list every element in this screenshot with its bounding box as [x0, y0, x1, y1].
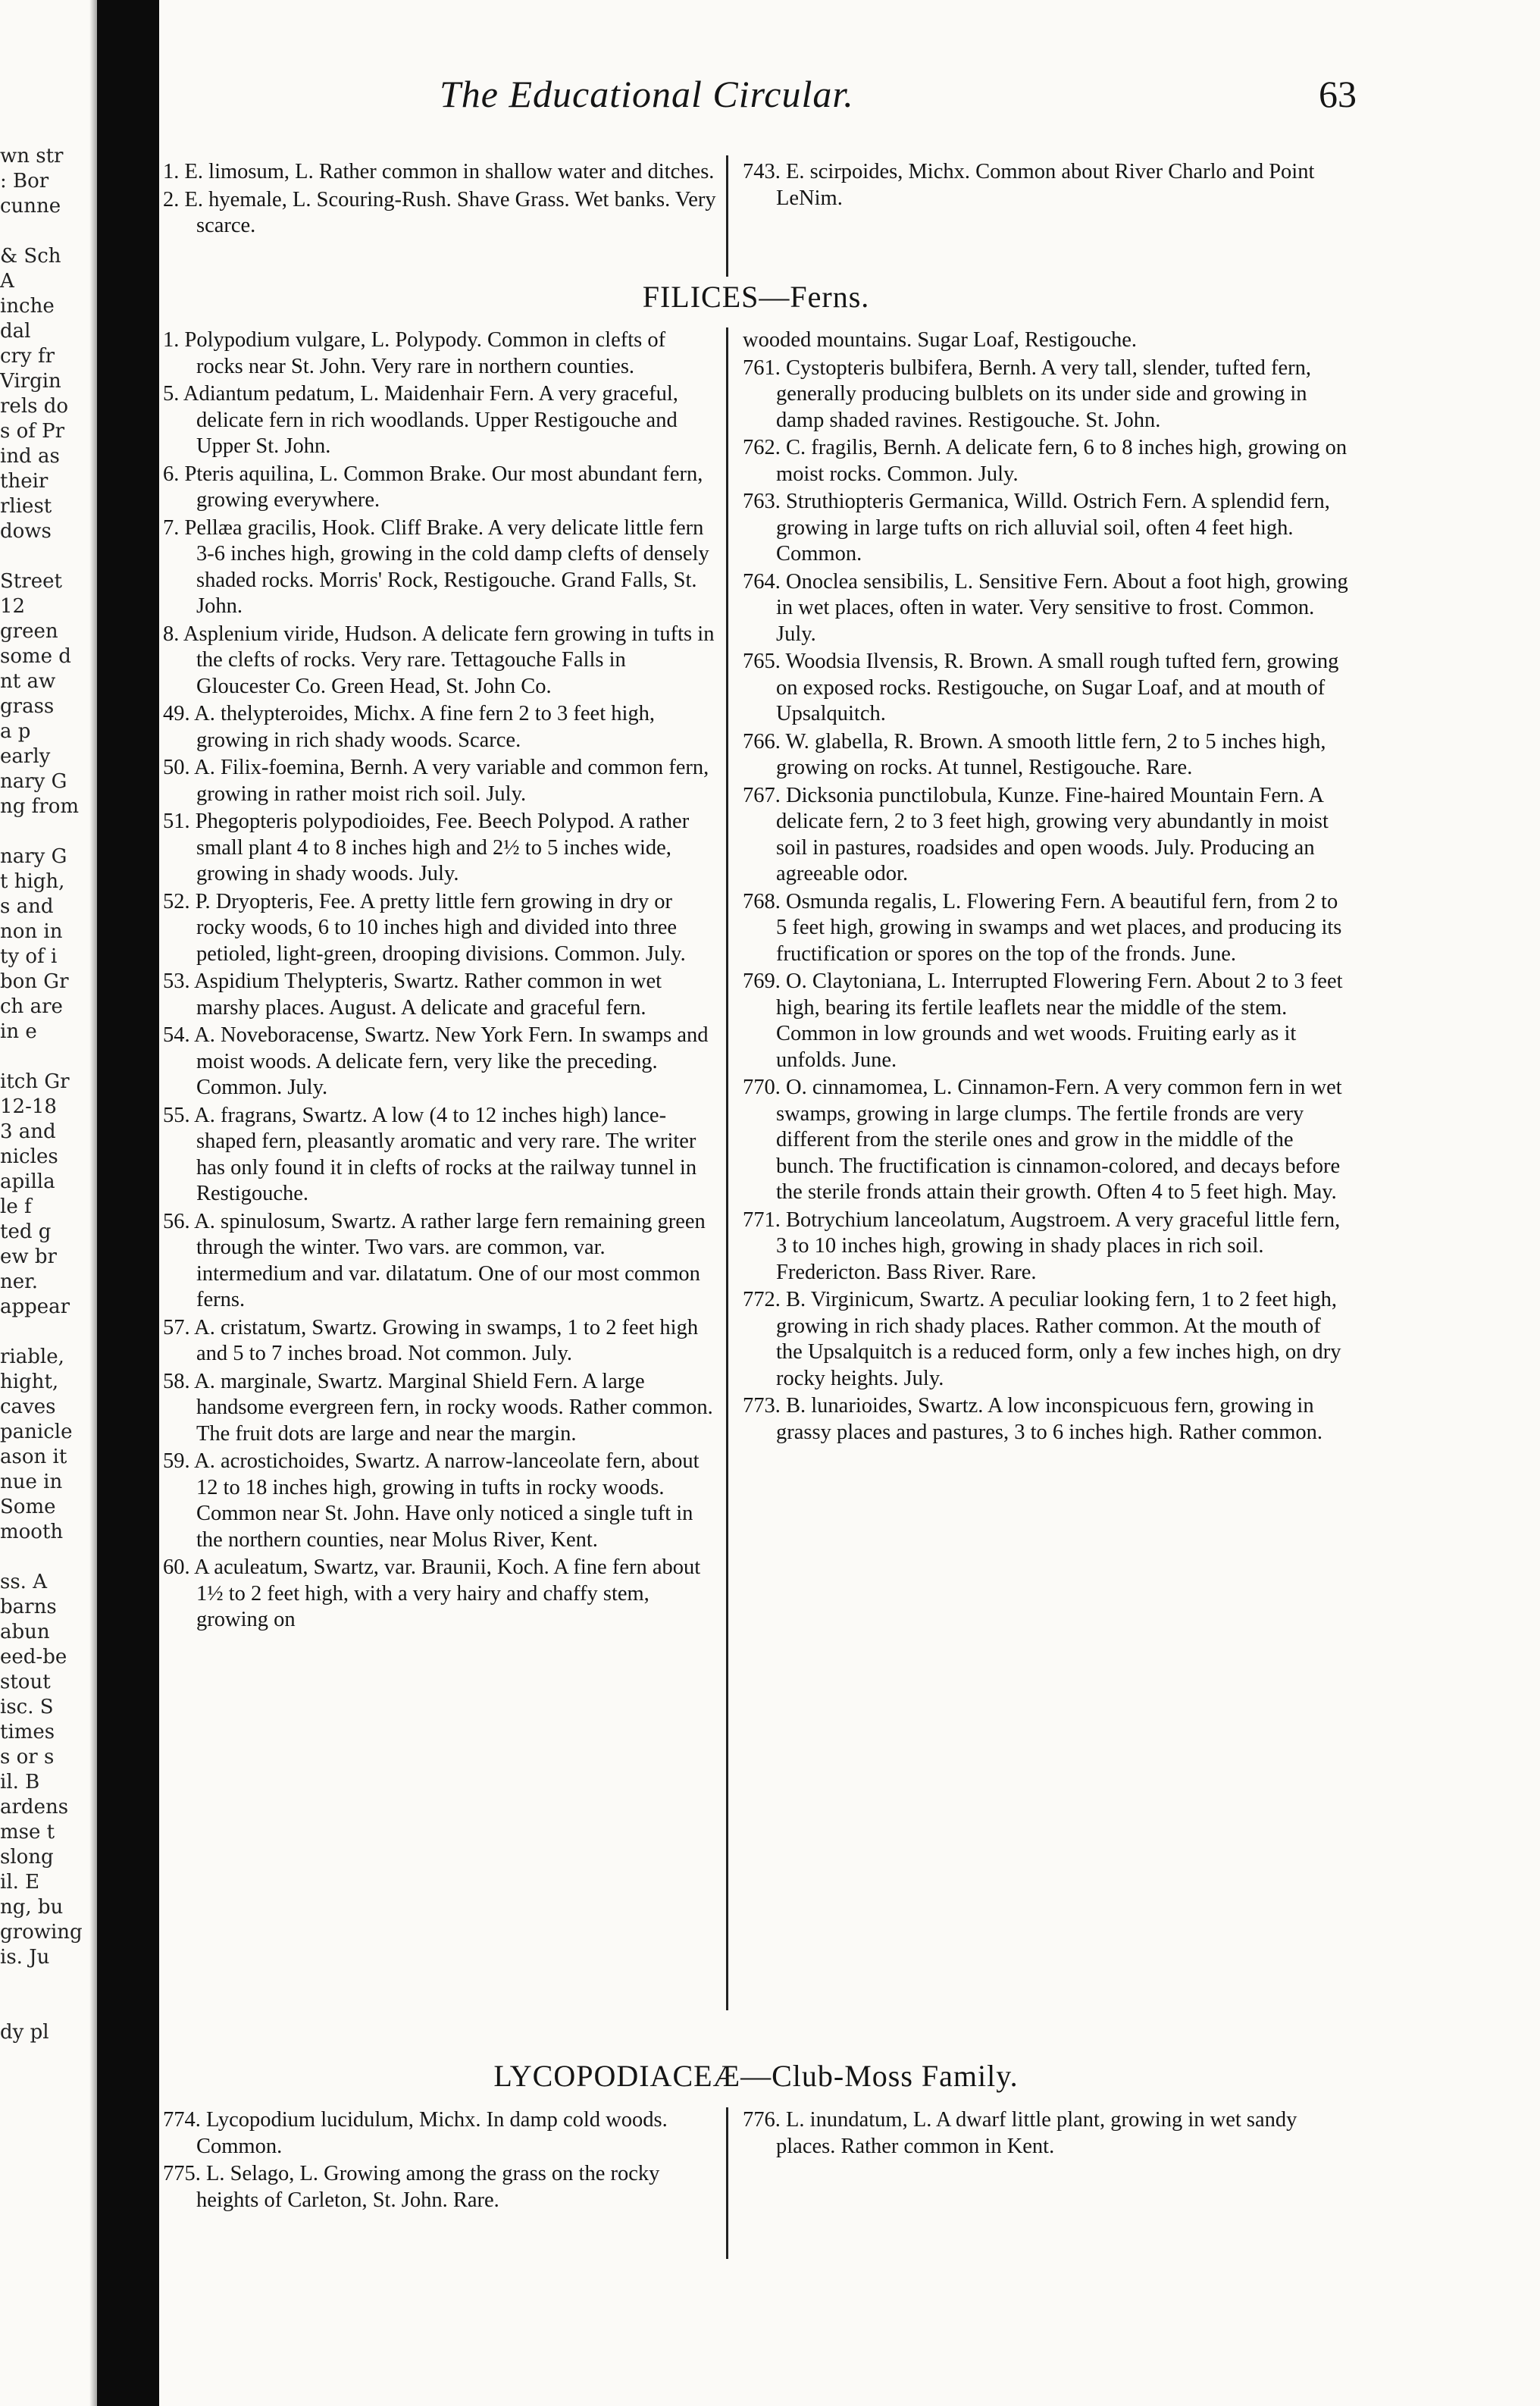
species-entry: 775. L. Selago, L. Growing among the grass on the rocky heights of Carleton, St. John. Rare. [163, 2162, 660, 2212]
gutter-fragment: nary G [0, 845, 67, 868]
gutter-fragment: nt aw [0, 670, 56, 693]
gutter-fragment: is. Ju [0, 1946, 50, 1969]
gutter-fragment: appear [0, 1295, 70, 1318]
species-entry: 50. A. Filix-foemina, Bernh. A very variable and common fern, growing in rather moist rich soil. July. [163, 756, 709, 806]
gutter-fragment: bon Gr [0, 970, 69, 993]
gutter-fragment: eed-be [0, 1646, 67, 1668]
gutter-fragment: cry fr [0, 345, 55, 368]
species-entry: 772. B. Virginicum, Swartz. A peculiar looking fern, 1 to 2 feet high, growing in rich shady places. Rather common. At the mouth of the Upsalquitch is a reduced form, only a few inches high, on dry rocky heights. July. [743, 1288, 1341, 1390]
gutter-fragment: ty of i [0, 945, 58, 968]
lycopodiaceae-right-column [743, 2107, 1349, 2161]
gutter-fragment: 12 [0, 595, 26, 618]
gutter-fragment: barns [0, 1596, 57, 1618]
gutter-fragment: in e [0, 1020, 37, 1043]
gutter-fragment: panicle [0, 1421, 73, 1443]
species-entry: 769. O. Claytoniana, L. Interrupted Flowering Fern. About 2 to 3 feet high, bearing its fertile leaflets near the middle of the stem. Common in low grounds and wet woods. Fruiting early as it unfolds. June. [743, 970, 1343, 1072]
gutter-fragment: ardens [0, 1796, 69, 1819]
gutter-fragment: early [0, 745, 51, 768]
column-rule [726, 2107, 728, 2259]
lycopodiaceae-left-column [163, 2107, 716, 2215]
gutter-fragment: nue in [0, 1471, 63, 1493]
column-rule [726, 155, 728, 277]
species-entry: 766. W. glabella, R. Brown. A smooth little fern, 2 to 5 inches high, growing on rocks. At tunnel, Restigouche. Rare. [743, 729, 1326, 779]
gutter-fragment: caves [0, 1396, 56, 1418]
lycopodiaceae-section-title: LYCOPODIACEÆ—Club-Moss Family. [493, 2059, 1019, 2093]
species-entry: 56. A. spinulosum, Swartz. A rather large fern remaining green through the winter. Two vars. are common, var. intermedium and var. dilatatum. One of our most common ferns. [163, 1209, 706, 1311]
gutter-fragment: ng, bu [0, 1896, 64, 1919]
species-entry: 770. O. cinnamomea, L. Cinnamon-Fern. A very common fern in wet swamps, growing in large clumps. The fertile fronds are very different from the sterile ones and grow in the middle of the bunch. The fructification is cinnamon-colored, and decays before the sterile fronds attain their growth. Often 4 to 5 feet high. May. [743, 1076, 1342, 1204]
species-entry: 57. A. cristatum, Swartz. Growing in swamps, 1 to 2 feet high and 5 to 7 inches broad. Not common. July. [163, 1315, 699, 1365]
species-entry: 55. A. fragrans, Swartz. A low (4 to 12 inches high) lance-shaped fern, pleasantly aromatic and very rare. The writer has only found it in clefts of rocks at the railway tunnel in Restigouche. [163, 1103, 697, 1205]
gutter-fragment: cunne [0, 195, 61, 218]
page-header [152, 72, 1357, 125]
species-entry: 767. Dicksonia punctilobula, Kunze. Fine-haired Mountain Fern. A delicate fern, 2 to 3 feet high, growing very abundantly in moist soil in pastures, roadsides and open woods. July. Producing an agreeable odor. [743, 783, 1329, 885]
species-entry: 7. Pellæa gracilis, Hook. Cliff Brake. A very delicate little fern 3-6 inches high, growing in the cold damp clefts of densely shaded rocks. Morris' Rock, Restigouche. Grand Falls, St. John. [163, 515, 709, 618]
gutter-fragment: their [0, 470, 49, 493]
gutter-fragment: ason it [0, 1446, 67, 1468]
gutter-fragment: nicles [0, 1145, 58, 1168]
species-entry: 6. Pteris aquilina, L. Common Brake. Our most abundant fern, growing everywhere. [163, 462, 703, 512]
species-entry: 59. A. acrostichoides, Swartz. A narrow-lanceolate fern, about 12 to 18 inches high, growing in tufts in rocky woods. Common near St. John. Have only noticed a single tuft in the northern counties, near Molus River, Kent. [163, 1449, 700, 1552]
gutter-fragment: inche [0, 295, 55, 318]
gutter-fragment: dows [0, 520, 52, 543]
species-entry: 51. Phegopteris polypodioides, Fee. Beech Polypod. A rather small plant 4 to 8 inches high and 2½ to 5 inches wide, growing in shady woods. July. [163, 810, 690, 885]
species-entry: 52. P. Dryopteris, Fee. A pretty little fern growing in dry or rocky woods, 6 to 10 inches high and divided into three petioled, light-green, drooping divisions. Common. July. [163, 889, 686, 966]
species-entry: 1. E. limosum, L. Rather common in shallow water and ditches. [163, 160, 715, 183]
species-entry: 1. Polypodium vulgare, L. Polypody. Common in clefts of rocks near St. John. Very rare in northern counties. [163, 328, 666, 378]
species-entry: 762. C. fragilis, Bernh. A delicate fern, 6 to 8 inches high, growing on moist rocks. Common. July. [743, 436, 1348, 486]
filices-right-column [743, 327, 1349, 1447]
species-entry: 5. Adiantum pedatum, L. Maidenhair Fern. A very graceful, delicate fern in rich woodlands. Upper Restigouche and Upper St. John. [163, 382, 678, 458]
species-entry: 773. B. lunarioides, Swartz. A low inconspicuous fern, growing in grassy places and pastures, 3 to 6 inches high. Rather common. [743, 1394, 1323, 1444]
gutter-fragment: : Bor [0, 170, 49, 193]
species-entry: 8. Asplenium viride, Hudson. A delicate fern growing in tufts in the clefts of rocks. Very rare. Tettagouche Falls in Gloucester Co. Green Head, St. John Co. [163, 622, 715, 698]
gutter-fragment: times [0, 1721, 55, 1743]
gutter-fragment: ted g [0, 1220, 52, 1243]
gutter-fragment: A [0, 270, 14, 293]
species-entry: 774. Lycopodium lucidulum, Michx. In damp cold woods. Common. [163, 2108, 668, 2158]
gutter-fragment: ew br [0, 1245, 57, 1268]
column-rule [726, 327, 728, 2010]
gutter-fragment: 3 and [0, 1120, 56, 1143]
gutter-fragment: 12-18 [0, 1095, 57, 1118]
gutter-fragment: Street [0, 570, 62, 593]
gutter-fragment: a p [0, 720, 31, 743]
gutter-fragment: non in [0, 920, 63, 943]
gutter-fragment: abun [0, 1621, 50, 1643]
species-entry: 776. L. inundatum, L. A dwarf little plant, growing in wet sandy places. Rather common in Kent. [743, 2108, 1297, 2158]
gutter-fragment: ss. A [0, 1571, 47, 1593]
gutter-fragment: il. B [0, 1771, 40, 1794]
filices-left-column [163, 327, 716, 1635]
gutter-fragment: grass [0, 695, 55, 718]
gutter-fragment: t high, [0, 870, 65, 893]
gutter-fragment: growing [0, 1921, 83, 1944]
species-entry: 54. A. Noveboracense, Swartz. New York Fern. In swamps and moist woods. A delicate fern, very like the preceding. Common. July. [163, 1023, 709, 1099]
gutter-fragment: hight, [0, 1371, 59, 1393]
binding-bar [97, 0, 159, 2406]
gutter-fragment: some d [0, 645, 71, 668]
filices-section-title: FILICES—Ferns. [642, 280, 870, 314]
species-entry: 763. Struthiopteris Germanica, Willd. Ostrich Fern. A splendid fern, growing in large tufts on rich alluvial soil, often 4 feet high. Common. [743, 490, 1330, 565]
gutter-fragment: rliest [0, 495, 52, 518]
gutter-fragment: s of Pr [0, 420, 65, 443]
gutter-fragment: le f [0, 1195, 32, 1218]
species-entry: 58. A. marginale, Swartz. Marginal Shield Fern. A large handsome evergreen fern, in rocky woods. Rather common. The fruit dots are large and near the margin. [163, 1369, 713, 1446]
running-title: The Educational Circular. [440, 73, 854, 115]
gutter-fragment: dal [0, 320, 31, 343]
gutter-fragment: wn str [0, 145, 64, 168]
gutter-fragment: il. E [0, 1871, 40, 1894]
top-left-column [163, 159, 716, 241]
gutter-fragment: Virgin [0, 370, 61, 393]
gutter-fragment: stout [0, 1671, 51, 1693]
species-entry: 764. Onoclea sensibilis, L. Sensitive Fern. About a foot high, growing in wet places, often in water. Very sensitive to frost. Common. July. [743, 569, 1348, 646]
species-entry: 49. A. thelypteroides, Michx. A fine fern 2 to 3 feet high, growing in rich shady woods. Scarce. [163, 702, 656, 752]
gutter-fragment: ner. [0, 1270, 38, 1293]
species-entry: 2. E. hyemale, L. Scouring-Rush. Shave Grass. Wet banks. Very scarce. [163, 187, 716, 237]
species-entry: 765. Woodsia Ilvensis, R. Brown. A small rough tufted fern, growing on exposed rocks. Restigouche, on Sugar Loaf, and at mouth of Upsalquitch. [743, 650, 1339, 725]
gutter-fragment: mooth [0, 1521, 64, 1543]
species-entry: 761. Cystopteris bulbifera, Bernh. A very tall, slender, tufted fern, generally producing bulblets on its under side and growing in damp shaded ravines. Restigouche. St. John. [743, 356, 1311, 432]
gutter-fragment: isc. S [0, 1696, 54, 1718]
species-entry: 768. Osmunda regalis, L. Flowering Fern. A beautiful fern, from 2 to 5 feet high, growing in swamps and wet places, and producing its fructification or spores on the top of the fronds. June. [743, 889, 1342, 966]
gutter-fragment: itch Gr [0, 1070, 70, 1093]
species-entry: 743. E. scirpoides, Michx. Common about River Charlo and Point LeNim. [743, 160, 1315, 210]
top-right-column [743, 159, 1349, 213]
gutter-fragment: riable, [0, 1346, 64, 1368]
gutter-fragment: ch are [0, 995, 63, 1018]
gutter-fragment: slong [0, 1846, 54, 1869]
gutter-fragment: green [0, 620, 58, 643]
gutter-fragment: s or s [0, 1746, 55, 1768]
gutter-fragment: apilla [0, 1170, 55, 1193]
gutter-fragment: nary G [0, 770, 67, 793]
gutter-fragment: Some [0, 1496, 56, 1518]
species-entry: 53. Aspidium Thelypteris, Swartz. Rather common in wet marshy places. August. A delicate and graceful fern. [163, 970, 662, 1020]
gutter-fragment: s and [0, 895, 54, 918]
species-entry: 771. Botrychium lanceolatum, Augstroem. A very graceful little fern, 3 to 10 inches high, growing in shady places in rich soil. Fredericton. Bass River. Rare. [743, 1208, 1341, 1284]
gutter-fragment: & Sch [0, 245, 61, 268]
gutter-fragment: dy pl [0, 2021, 49, 2044]
gutter-fragment: ind as [0, 445, 60, 468]
gutter-fragment: ng from [0, 795, 80, 818]
species-entry: 60. A aculeatum, Swartz, var. Braunii, Koch. A fine fern about 1½ to 2 feet high, with a very hairy and chaffy stem, growing on [163, 1555, 701, 1631]
page-number: 63 [1319, 73, 1357, 115]
gutter-fragment: mse t [0, 1821, 55, 1844]
gutter-fragment: rels do [0, 395, 69, 418]
species-entry: wooded mountains. Sugar Loaf, Restigouche. [743, 328, 1138, 352]
